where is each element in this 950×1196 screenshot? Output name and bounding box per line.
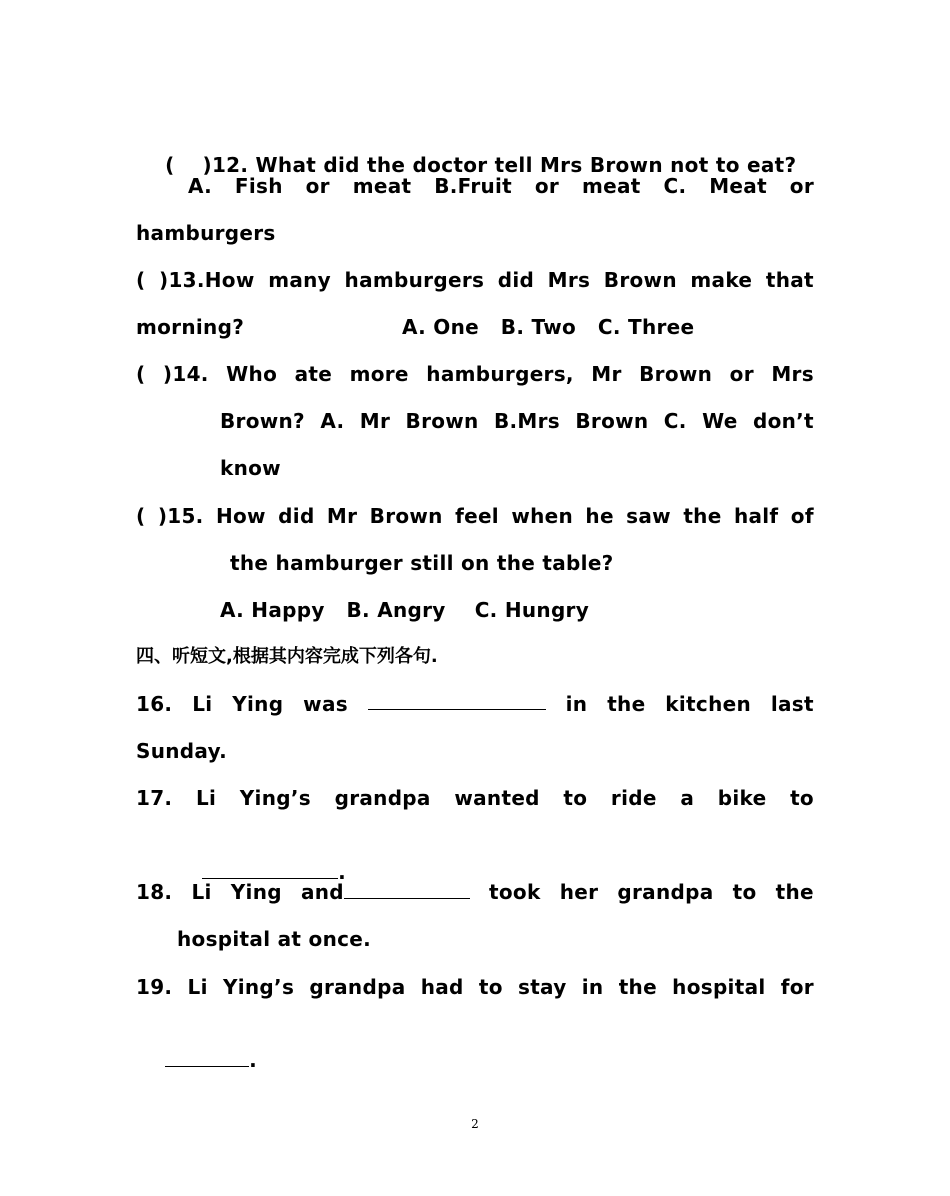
- option-word: Fish: [234, 174, 283, 198]
- option-word: C.: [663, 174, 687, 198]
- question-word: Brown: [405, 409, 479, 433]
- sentence-number: 16.: [136, 692, 173, 716]
- question-15-line-2: the hamburger still on the table?: [230, 551, 614, 575]
- sentence-word: the: [607, 692, 646, 716]
- answer-paren: (: [136, 268, 146, 292]
- option-word: meat: [352, 174, 412, 198]
- option-word: or: [305, 174, 330, 198]
- question-word: Mrs: [547, 268, 591, 292]
- sentence-word: hospital: [672, 975, 766, 999]
- sentence-number: 18.: [136, 880, 173, 904]
- option-word: A.: [188, 174, 213, 198]
- question-word: A.: [320, 409, 345, 433]
- answer-blank-17[interactable]: [202, 860, 338, 879]
- sentence-17-line-1: [136, 785, 814, 811]
- sentence-word: kitchen: [665, 692, 752, 716]
- question-word: he: [585, 504, 614, 528]
- question-12-options: [188, 173, 814, 199]
- sentence-word: Li: [191, 880, 212, 904]
- sentence-word: and: [300, 880, 344, 904]
- sentence-word: ride: [610, 786, 657, 810]
- sentence-word: Ying’s: [239, 786, 311, 810]
- sentence-word: bike: [717, 786, 767, 810]
- sentence-end: .: [338, 860, 346, 884]
- question-word: )15.: [157, 504, 204, 528]
- sentence-word: Ying: [232, 692, 284, 716]
- question-word: or: [729, 362, 754, 386]
- sentence-word: in: [565, 692, 588, 716]
- answer-paren: (: [136, 362, 146, 386]
- sentence-word: stay: [517, 975, 567, 999]
- sentence-word: to: [478, 975, 503, 999]
- sentence-word: the: [775, 880, 814, 904]
- question-word: )14.: [162, 362, 209, 386]
- sentence-word: took: [489, 880, 541, 904]
- answer-blank-18[interactable]: [344, 880, 470, 899]
- question-word: Who: [226, 362, 278, 386]
- question-word: How: [215, 504, 266, 528]
- question-word: did: [278, 504, 315, 528]
- sentence-word: to: [732, 880, 757, 904]
- question-word: Mr: [359, 409, 391, 433]
- page-number: 2: [471, 1117, 479, 1131]
- sentence-19-line-2: [136, 1021, 257, 1099]
- sentence-16-line-1: [136, 691, 814, 717]
- question-15-line-1: [136, 503, 814, 529]
- option-word: or: [789, 174, 814, 198]
- question-word: Brown?: [220, 409, 305, 433]
- sentence-word: Li: [187, 975, 208, 999]
- option-word: Meat: [709, 174, 767, 198]
- question-12-text: )12. What did the doctor tell Mrs Brown not to eat?: [202, 153, 797, 177]
- sentence-word: to: [563, 786, 588, 810]
- question-word: We: [702, 409, 738, 433]
- sentence-word: grandpa: [309, 975, 406, 999]
- question-word: ate: [294, 362, 333, 386]
- sentence-number: 19.: [136, 975, 173, 999]
- answer-paren: (: [136, 504, 146, 528]
- question-word: Mr: [326, 504, 358, 528]
- sentence-word-with-blank: [301, 879, 470, 905]
- sentence-18-line-1: [136, 879, 814, 905]
- section-4-heading: 四、听短文,根据其内容完成下列各句.: [136, 646, 438, 667]
- question-word: the: [683, 504, 722, 528]
- question-word: hamburgers,: [426, 362, 574, 386]
- sentence-word: Ying: [230, 880, 282, 904]
- question-word: don’t: [752, 409, 814, 433]
- sentence-number: 17.: [136, 786, 173, 810]
- option-word: or: [534, 174, 560, 198]
- question-word: that: [765, 268, 814, 292]
- answer-blank-16[interactable]: [368, 691, 546, 710]
- sentence-word: in: [581, 975, 604, 999]
- question-15-options: A. Happy B. Angry C. Hungry: [220, 598, 590, 622]
- sentence-16-line-2: Sunday.: [136, 739, 227, 763]
- sentence-word: grandpa: [334, 786, 431, 810]
- question-12-options-cont: hamburgers: [136, 221, 276, 245]
- question-word: Mrs: [771, 362, 814, 386]
- question-word: C.: [663, 409, 687, 433]
- question-14-line-2: [220, 408, 814, 434]
- question-word: Brown: [575, 409, 649, 433]
- question-word: feel: [455, 504, 499, 528]
- question-word: Brown: [639, 362, 713, 386]
- question-word: when: [511, 504, 574, 528]
- option-word: meat: [581, 174, 641, 198]
- sentence-word: for: [780, 975, 814, 999]
- sentence-word: wanted: [454, 786, 540, 810]
- question-word: )13.How: [159, 268, 255, 292]
- question-13-options: A. One B. Two C. Three: [402, 315, 695, 339]
- sentence-18-line-2: hospital at once.: [177, 927, 372, 951]
- answer-paren: (: [165, 153, 175, 177]
- question-word: B.Mrs: [493, 409, 560, 433]
- sentence-word: the: [618, 975, 657, 999]
- question-word: of: [790, 504, 814, 528]
- sentence-word: Li: [192, 692, 213, 716]
- sentence-word: Ying’s: [222, 975, 295, 999]
- question-word: saw: [626, 504, 671, 528]
- sentence-end: .: [249, 1048, 257, 1072]
- sentence-word: a: [680, 786, 695, 810]
- question-word: Brown: [369, 504, 443, 528]
- sentence-word: to: [790, 786, 814, 810]
- question-word: more: [349, 362, 409, 386]
- question-word: make: [690, 268, 753, 292]
- answer-blank-19[interactable]: [165, 1048, 249, 1067]
- question-word: Brown: [603, 268, 677, 292]
- question-13-line-2: morning?: [136, 315, 245, 339]
- sentence-word: last: [770, 692, 814, 716]
- sentence-19-line-1: [136, 974, 814, 1000]
- sentence-word: her: [559, 880, 599, 904]
- option-word: B.Fruit: [434, 174, 513, 198]
- question-word: hamburgers: [344, 268, 485, 292]
- question-word: half: [733, 504, 779, 528]
- question-14-line-1: [136, 361, 814, 387]
- question-word: Mr: [591, 362, 622, 386]
- question-14-line-3: know: [220, 456, 281, 480]
- question-13-line-1: [136, 267, 814, 293]
- question-word: many: [268, 268, 331, 292]
- question-word: did: [497, 268, 535, 292]
- sentence-word: had: [420, 975, 464, 999]
- sentence-word: was: [303, 692, 348, 716]
- sentence-word: Li: [195, 786, 217, 810]
- sentence-word: grandpa: [617, 880, 714, 904]
